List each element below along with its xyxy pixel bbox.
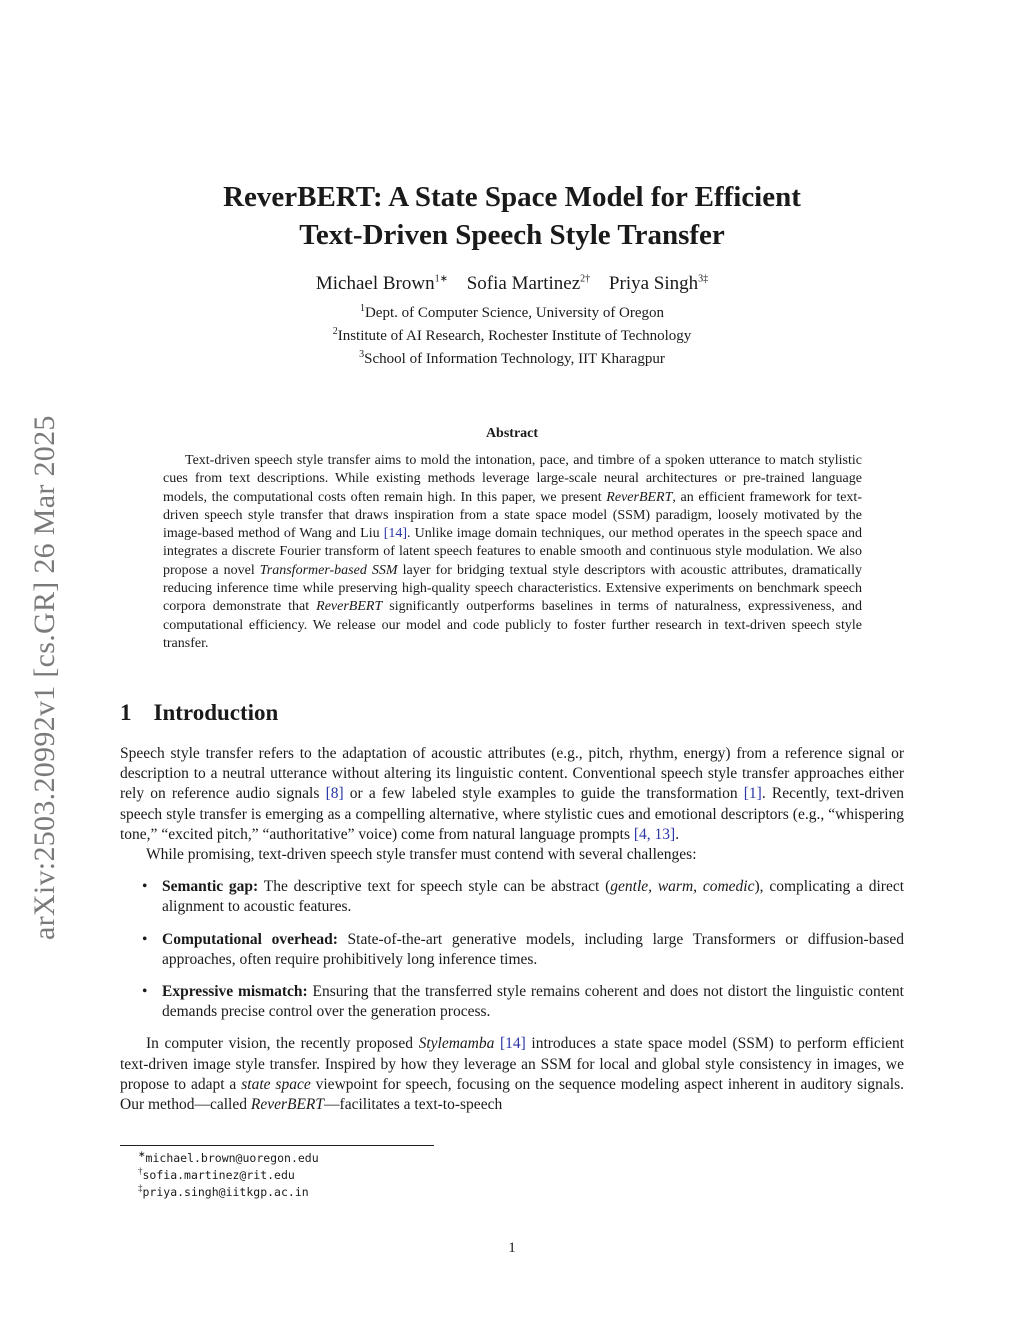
affiliation: $^3$School of Information Technology, IIT Kharagpur [359,349,665,367]
citation-link[interactable]: [14] [499,1035,526,1053]
author: Priya Singh$^{3\ddagger}$ [608,273,709,294]
page-number: 1 [508,1240,516,1256]
footnote: †sofia.martinez@rit.edu [138,1166,295,1182]
footnotes [138,1150,319,1201]
title-line-2: Text-Driven Speech Style Transfer [299,219,725,251]
paragraph: Speech style transfer refers to the adaptation of acoustic attributes (e.g., pitch, rhythm, energy) from a reference signal or description to a neutral utterance without altering its linguistic content. Conventional speech style transfer approaches either rely on reference audio signals [8] or a few labeled style examples to guide the transformation [1]. Recently, text-driven speech style transfer is emerging as a compelling alternative, where stylistic cues and emotional descriptors (e.g., “whispering tone,” “excited pitch,” “authoritative” voice) come from natural language prompts [4, 13]. [120,745,904,843]
list-item: • Semantic gap: The descriptive text for speech style can be abstract (gentle, warm, comedic), complicating a direct alignment to acoustic features. [120,877,904,917]
introduction-body [120,744,904,1115]
citation-link[interactable]: [4, 13] [633,825,676,843]
author: Sofia Martinez$^{2\dagger}$ [466,273,591,294]
title-line-1: ReverBERT: A State Space Model for Efficient [223,181,801,213]
abstract-text: Text-driven speech style transfer aims to mold the intonation, pace, and timbre of a spoken utterance to match stylistic cues from text descriptions. While existing methods leverage large-scale neural architectures or pre-trained language models, the computational costs often remain high. In this paper, we present ReverBERT, an efficient framework for text-driven speech style transfer that draws inspiration from a state space model (SSM) paradigm, loosely motivated by the image-based method of Wang and Liu [14]. Unlike image domain techniques, our method operates in the speech space and integrates a discrete Fourier transform of latent speech features to enable smooth and continuous style modulation. We also propose a novel Transformer-based SSM layer for bridging textual style descriptors with acoustic attributes, dramatically reducing inference time while preserving high-quality speech characteristics. Extensive experiments on benchmark speech corpora demonstrate that ReverBERT significantly outperforms baselines in terms of naturalness, expressiveness, and computational efficiency. We release our model and code publicly to foster further research in text-driven speech style transfer. [163,453,863,651]
citation-link[interactable]: [1] [743,785,762,803]
abstract-heading: Abstract [485,426,539,441]
arxiv-identifier: arXiv:2503.20992v1 [cs.GR] 26 Mar 2025 [28,415,61,940]
citation-link[interactable]: [14] [383,526,408,542]
affiliation: $^2$Institute of AI Research, Rochester Institute of Technology [332,326,692,344]
section-heading [120,700,278,726]
affiliations [120,302,904,371]
list-item: • Computational overhead: State-of-the-art generative models, including large Transformers or diffusion-based approaches, often require prohibitively long inference times. [120,930,904,970]
author-list [120,273,904,295]
author: Michael Brown$^{1∗}$ [315,273,448,294]
challenge-list [120,877,904,1022]
footnote: ∗michael.brown@uoregon.edu [138,1149,319,1165]
paragraph: In computer vision, the recently proposed Stylemamba [14] introduces a state space model (SSM) to perform efficient text-driven image style transfer. Inspired by how they leverage an SSM for local and global style consistency in images, we propose to adapt a state space viewpoint for speech, focusing on the sequence modeling aspect inherent in auditory signals. Our method—called ReverBERT—facilitates a text-to-speech [120,1035,905,1114]
list-item: • Expressive mismatch: Ensuring that the transferred style remains coherent and does not distort the linguistic content demands precise control over the generation process. [120,982,904,1022]
paper-title [120,178,904,254]
paragraph: While promising, text-driven speech style transfer must contend with several challenges: [146,846,697,864]
section-number: 1 [120,700,132,725]
footnote-divider [120,1145,434,1146]
affiliation: $^1$Dept. of Computer Science, University of Oregon [359,303,665,321]
citation-link[interactable]: [8] [325,785,344,803]
footnote: ‡priya.singh@iitkgp.ac.in [138,1183,309,1199]
section-title: Introduction [153,700,279,725]
